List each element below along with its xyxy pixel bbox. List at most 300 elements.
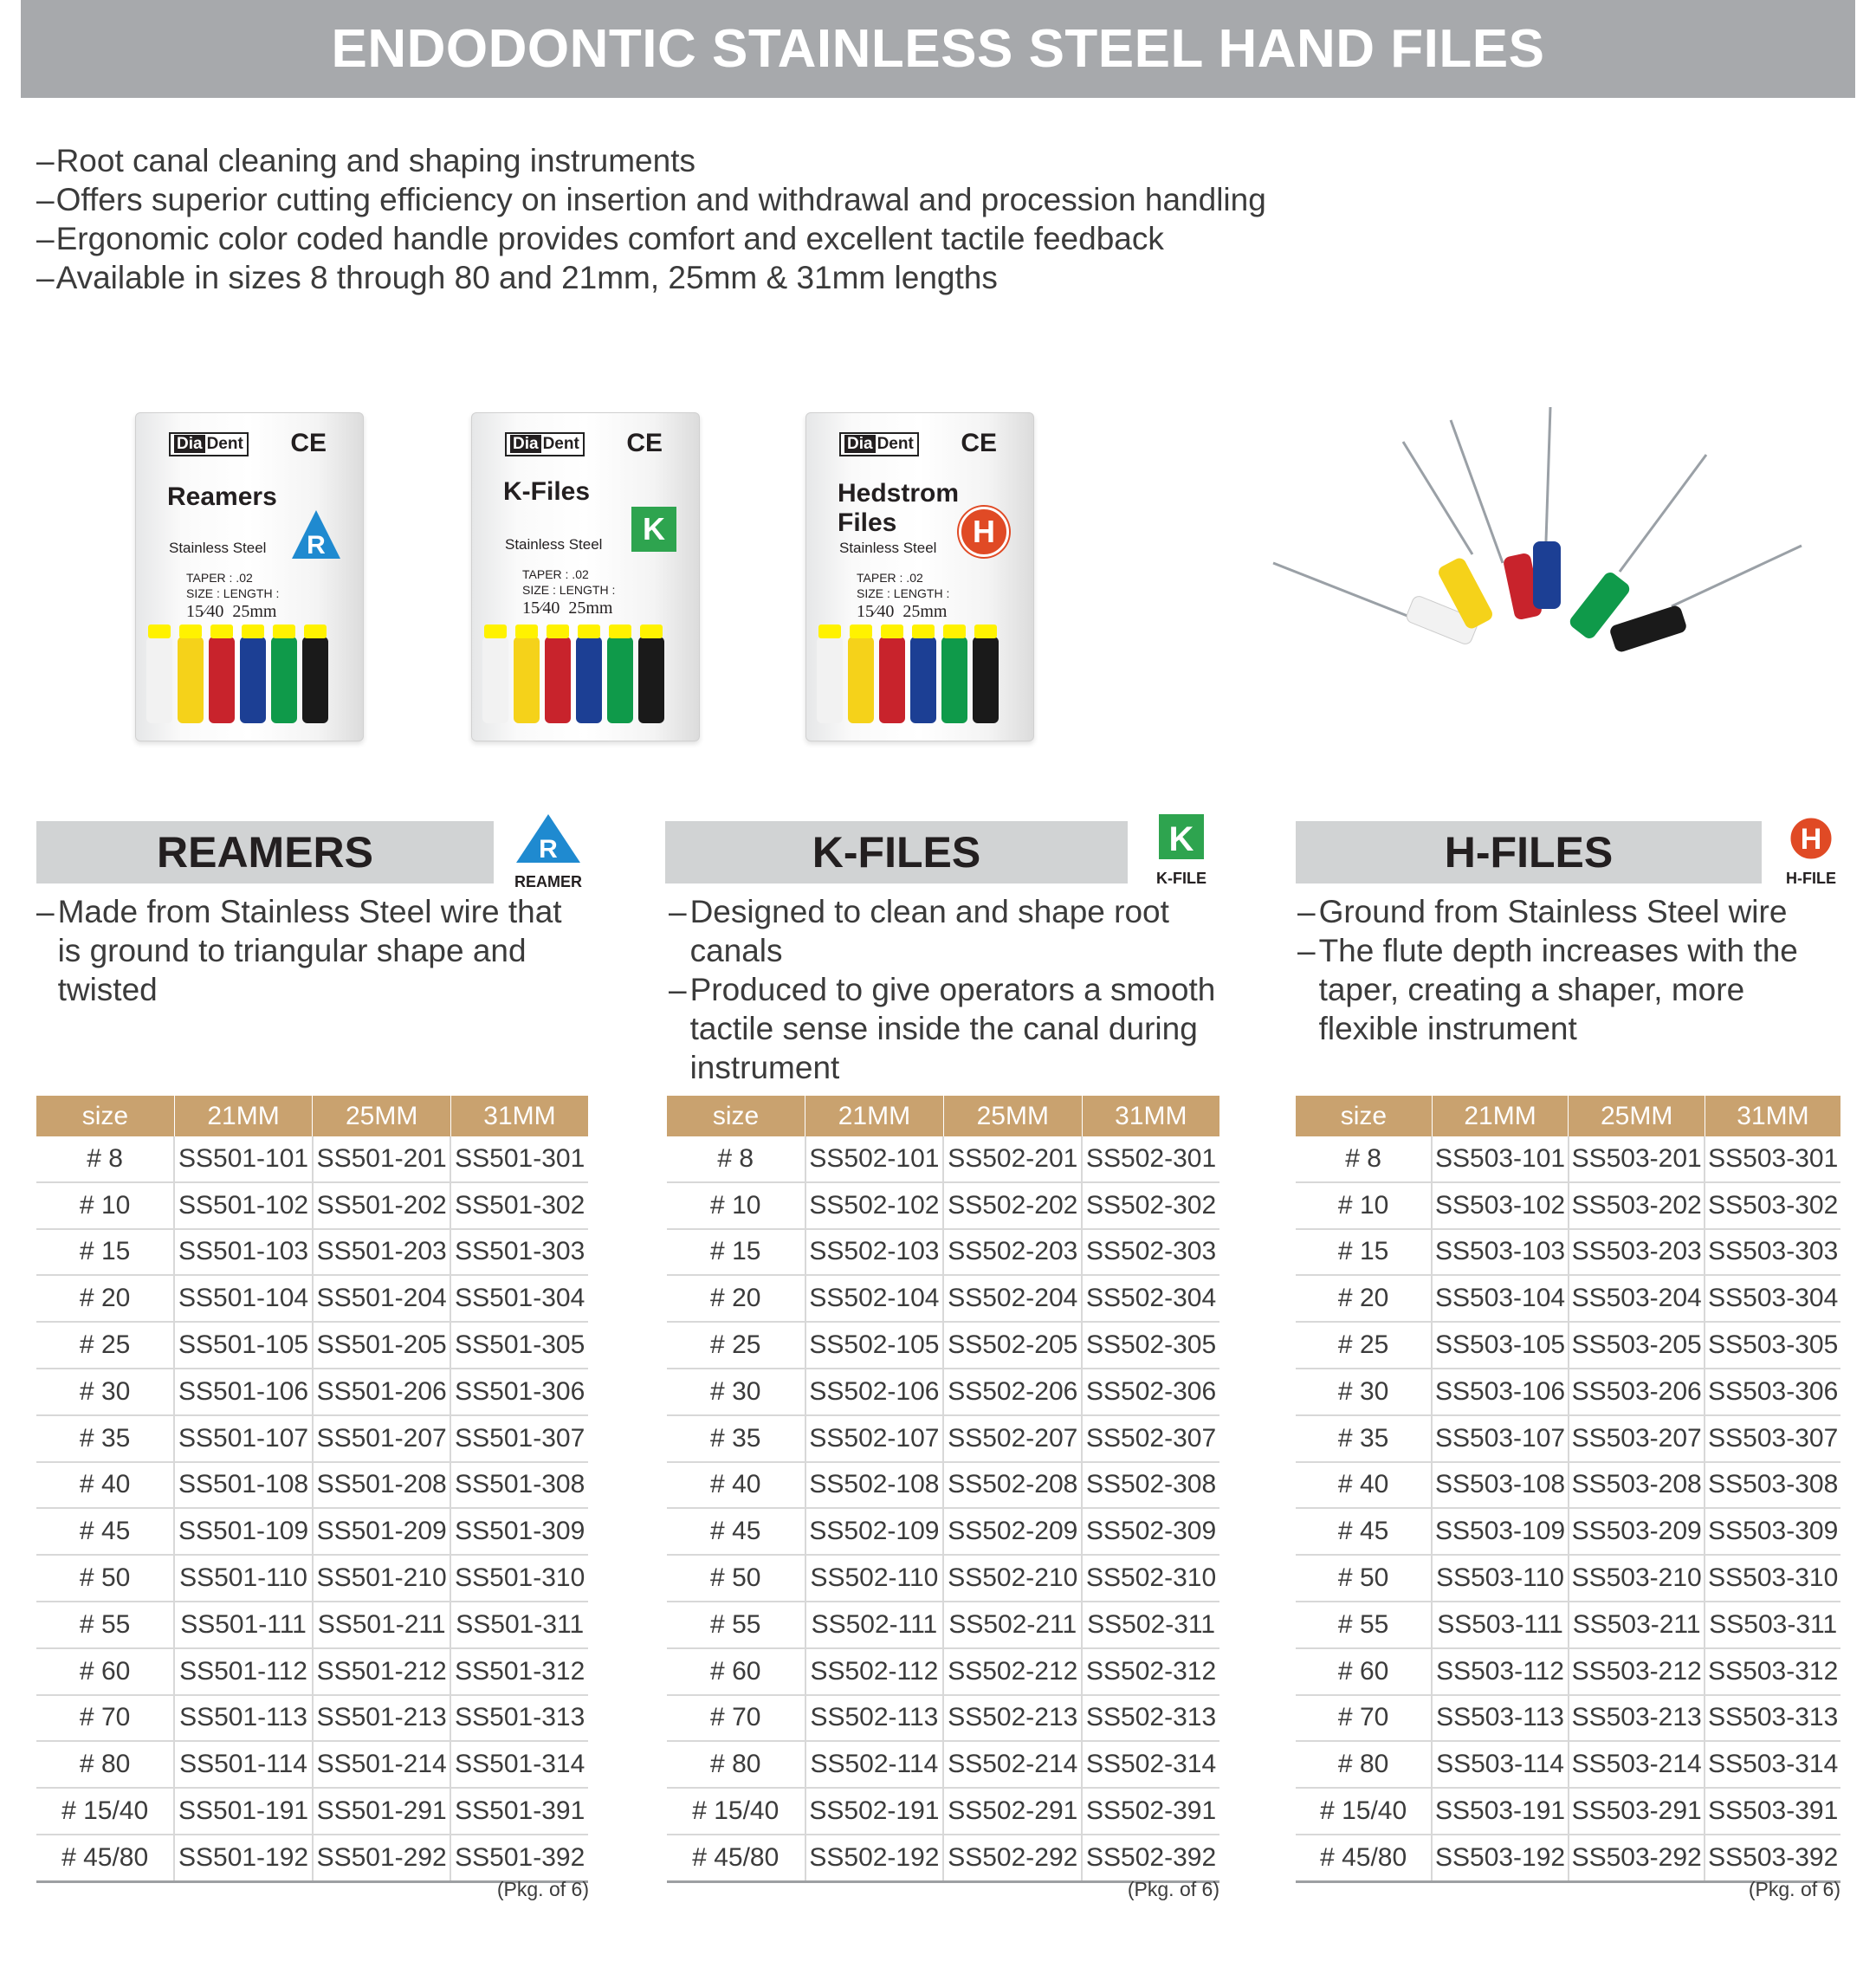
product-code-cell: SS503-211 [1569,1602,1705,1648]
product-code-cell: SS503-301 [1705,1136,1840,1182]
table-row [667,1136,1219,1182]
table-row [667,1415,1219,1462]
instruments-fan-image [1256,398,1810,676]
table-row [1296,1462,1840,1509]
bullet-text: Designed to clean and shape root canals [689,894,1169,968]
product-code-cell: SS501-292 [313,1835,451,1881]
product-code-cell: SS502-313 [1082,1695,1219,1742]
product-code-cell: SS502-391 [1082,1788,1219,1835]
product-code-cell: SS501-191 [174,1788,313,1835]
product-code-cell: SS502-101 [805,1136,944,1182]
table-row [667,1322,1219,1369]
kfile-square-icon [1142,814,1219,892]
white-handle [482,637,508,723]
product-code-cell: SS502-304 [1082,1275,1219,1322]
bullet-text: Produced to give operators a smooth tactile sense inside the canal during instrument [689,972,1216,1085]
product-code-cell: SS502-209 [943,1508,1082,1555]
blue-handle [576,637,602,723]
black-handle [638,637,664,723]
product-code-cell: SS501-312 [450,1648,588,1695]
table-row [36,1741,588,1788]
size-cell: # 45/80 [36,1835,174,1881]
size-cell: # 70 [36,1695,174,1742]
table-row [36,1462,588,1509]
product-code-cell: SS502-203 [943,1229,1082,1276]
product-code-cell: SS502-191 [805,1788,944,1835]
product-code-cell: SS501-211 [313,1602,451,1648]
product-code-cell: SS502-305 [1082,1322,1219,1369]
size-cell: # 40 [667,1462,805,1509]
product-code-cell: SS502-102 [805,1182,944,1229]
table-row [1296,1182,1840,1229]
product-code-cell: SS503-202 [1569,1182,1705,1229]
product-code-cell: SS502-204 [943,1275,1082,1322]
product-code-cell: SS503-312 [1705,1648,1840,1695]
table-row [1296,1695,1840,1742]
product-code-cell: SS501-301 [450,1136,588,1182]
product-code-cell: SS501-207 [313,1415,451,1462]
size-cell: # 30 [1296,1369,1432,1415]
product-code-cell: SS502-202 [943,1182,1082,1229]
table-row [36,1555,588,1602]
red-handle [545,637,571,723]
product-code-cell: SS502-108 [805,1462,944,1509]
size-cell: # 60 [36,1648,174,1695]
column-header: 25MM [313,1096,451,1136]
hfiles-code-table [1296,1096,1840,1883]
product-code-cell: SS503-291 [1569,1788,1705,1835]
table-row [36,1835,588,1881]
product-code-cell: SS502-292 [943,1835,1082,1881]
product-code-cell: SS501-108 [174,1462,313,1509]
product-code-cell: SS503-105 [1432,1322,1569,1369]
product-code-cell: SS503-309 [1705,1508,1840,1555]
product-code-cell: SS503-203 [1569,1229,1705,1276]
svg-text:K-FILE: K-FILE [1156,870,1206,887]
size-length-label: SIZE : LENGTH : [186,586,280,600]
product-code-cell: SS503-292 [1569,1835,1705,1881]
reamers-description: – Made from Stainless Steel wire that is ground to triangular shape and twisted [36,892,591,1009]
product-code-cell: SS503-392 [1705,1835,1840,1881]
size-cell: # 15 [667,1229,805,1276]
table-header-row [36,1096,588,1136]
size-cell: # 20 [1296,1275,1432,1322]
bullet-text: Ground from Stainless Steel wire [1318,894,1788,929]
package-length: 25mm [902,602,948,621]
black-handle [1608,604,1688,653]
diadent-logo: Dia Dent [839,432,919,456]
size-cell: # 20 [36,1275,174,1322]
product-code-cell: SS503-310 [1705,1555,1840,1602]
svg-text:K: K [1168,820,1194,858]
kfiles-section-title: K-FILES [665,821,1128,883]
product-code-cell: SS501-104 [174,1275,313,1322]
hfiles-description: – Ground from Stainless Steel wire – The flute depth increases with the taper, creating a shaper, more flexible instrument [1297,892,1834,1048]
product-code-cell: SS503-204 [1569,1275,1705,1322]
package-material: Stainless Steel [505,536,603,553]
product-code-cell: SS501-306 [450,1369,588,1415]
product-code-cell: SS501-210 [313,1555,451,1602]
product-code-cell: SS503-314 [1705,1741,1840,1788]
product-code-cell: SS503-313 [1705,1695,1840,1742]
green-handle [271,637,297,723]
yellow-handle [514,637,540,723]
package-material: Stainless Steel [839,540,937,556]
hedstrom-package-image [805,412,1034,741]
size-cell: # 45 [1296,1508,1432,1555]
product-code-cell: SS501-392 [450,1835,588,1881]
size-cell: # 30 [667,1369,805,1415]
table-row [36,1369,588,1415]
product-code-cell: SS502-113 [805,1695,944,1742]
product-code-cell: SS501-106 [174,1369,313,1415]
table-row [36,1136,588,1182]
size-cell: # 70 [1296,1695,1432,1742]
size-cell: # 15/40 [1296,1788,1432,1835]
table-row [667,1462,1219,1509]
size-cell: # 10 [667,1182,805,1229]
size-cell: # 55 [667,1602,805,1648]
table-row [667,1182,1219,1229]
ce-mark-icon: CE [290,429,327,457]
product-code-cell: SS502-208 [943,1462,1082,1509]
size-cell: # 8 [36,1136,174,1182]
green-handle [607,637,633,723]
column-header: size [667,1096,805,1136]
product-code-cell: SS502-107 [805,1415,944,1462]
svg-text:R: R [539,835,558,864]
size-cell: # 40 [1296,1462,1432,1509]
product-code-cell: SS502-205 [943,1322,1082,1369]
product-code-cell: SS501-213 [313,1695,451,1742]
table-row [1296,1508,1840,1555]
product-code-cell: SS501-110 [174,1555,313,1602]
size-cell: # 10 [1296,1182,1432,1229]
table-row [1296,1322,1840,1369]
product-code-cell: SS502-109 [805,1508,944,1555]
handle-set [146,637,328,723]
table-row [36,1415,588,1462]
product-code-cell: SS501-307 [450,1415,588,1462]
product-code-cell: SS502-211 [943,1602,1082,1648]
product-code-cell: SS501-209 [313,1508,451,1555]
reamers-package-image [135,412,364,741]
product-code-cell: SS501-303 [450,1229,588,1276]
table-row [667,1275,1219,1322]
product-code-cell: SS503-112 [1432,1648,1569,1695]
product-code-cell: SS502-114 [805,1741,944,1788]
blue-handle [1533,541,1561,609]
ce-mark-icon: CE [626,429,663,457]
table-row [667,1555,1219,1602]
size-cell: # 20 [667,1275,805,1322]
product-code-cell: SS501-204 [313,1275,451,1322]
kfiles-package-image [471,412,700,741]
product-code-cell: SS503-311 [1705,1602,1840,1648]
hfile-circle-icon [1772,814,1850,892]
product-code-cell: SS503-213 [1569,1695,1705,1742]
taper-label: TAPER : .02 [857,571,923,585]
product-code-cell: SS501-291 [313,1788,451,1835]
table-row [36,1648,588,1695]
product-code-cell: SS503-303 [1705,1229,1840,1276]
package-name: Hedstrom Files [838,479,960,537]
product-code-cell: SS502-309 [1082,1508,1219,1555]
product-code-cell: SS501-311 [450,1602,588,1648]
svg-text:H: H [1800,823,1822,856]
blue-handle [910,637,936,723]
green-handle [941,637,967,723]
size-cell: # 8 [667,1136,805,1182]
table-row [36,1275,588,1322]
product-code-cell: SS502-210 [943,1555,1082,1602]
product-code-cell: SS503-302 [1705,1182,1840,1229]
size-length-label: SIZE : LENGTH : [857,586,950,600]
product-code-cell: SS501-205 [313,1322,451,1369]
white-handle [146,637,172,723]
table-row [1296,1835,1840,1881]
size-cell: # 40 [36,1462,174,1509]
product-code-cell: SS502-207 [943,1415,1082,1462]
product-code-cell: SS503-110 [1432,1555,1569,1602]
product-code-cell: SS501-208 [313,1462,451,1509]
size-cell: # 15/40 [667,1788,805,1835]
size-cell: # 45 [36,1508,174,1555]
product-code-cell: SS503-304 [1705,1275,1840,1322]
product-code-cell: SS503-109 [1432,1508,1569,1555]
product-code-cell: SS501-109 [174,1508,313,1555]
column-header: 21MM [1432,1096,1569,1136]
size-cell: # 50 [667,1555,805,1602]
table-row [36,1322,588,1369]
product-code-cell: SS501-214 [313,1741,451,1788]
product-code-cell: SS502-311 [1082,1602,1219,1648]
table-row [1296,1602,1840,1648]
product-code-cell: SS503-107 [1432,1415,1569,1462]
column-header: 21MM [805,1096,944,1136]
product-code-cell: SS502-105 [805,1322,944,1369]
product-code-cell: SS502-110 [805,1555,944,1602]
svg-text:H-FILE: H-FILE [1786,870,1836,887]
product-code-cell: SS501-302 [450,1182,588,1229]
product-code-cell: SS502-111 [805,1602,944,1648]
taper-label: TAPER : .02 [522,567,589,581]
product-code-cell: SS502-392 [1082,1835,1219,1881]
product-code-cell: SS501-107 [174,1415,313,1462]
product-code-cell: SS503-306 [1705,1369,1840,1415]
table-row [36,1508,588,1555]
product-code-cell: SS501-304 [450,1275,588,1322]
kfiles-description: – Designed to clean and shape root canals – Produced to give operators a smooth tactile sense inside the canal during instrument [669,892,1223,1087]
product-code-cell: SS502-310 [1082,1555,1219,1602]
product-code-cell: SS501-111 [174,1602,313,1648]
product-code-cell: SS503-209 [1569,1508,1705,1555]
table-row [1296,1275,1840,1322]
product-code-cell: SS503-212 [1569,1648,1705,1695]
svg-text:R: R [307,531,326,560]
product-code-cell: SS503-206 [1569,1369,1705,1415]
product-code-cell: SS503-192 [1432,1835,1569,1881]
table-row [1296,1229,1840,1276]
table-row [1296,1369,1840,1415]
taper-label: TAPER : .02 [186,571,253,585]
table-row [1296,1136,1840,1182]
product-code-cell: SS503-103 [1432,1229,1569,1276]
blue-handle [240,637,266,723]
product-code-cell: SS503-106 [1432,1369,1569,1415]
diadent-logo: Dia Dent [505,432,585,456]
table-row [36,1788,588,1835]
product-code-cell: SS501-310 [450,1555,588,1602]
product-code-cell: SS501-201 [313,1136,451,1182]
product-code-cell: SS501-305 [450,1322,588,1369]
table-header-row [1296,1096,1840,1136]
product-code-cell: SS502-314 [1082,1741,1219,1788]
product-code-cell: SS503-210 [1569,1555,1705,1602]
product-code-cell: SS502-213 [943,1695,1082,1742]
package-name: K-Files [503,477,591,506]
handle-set [482,637,664,723]
size-cell: # 35 [667,1415,805,1462]
page-title: ENDODONTIC STAINLESS STEEL HAND FILES [21,0,1855,98]
product-code-cell: SS502-307 [1082,1415,1219,1462]
product-code-cell: SS503-101 [1432,1136,1569,1182]
product-code-cell: SS501-112 [174,1648,313,1695]
product-code-cell: SS501-313 [450,1695,588,1742]
product-code-cell: SS501-102 [174,1182,313,1229]
red-handle [879,637,905,723]
package-quantity-note: (Pkg. of 6) [1748,1878,1840,1900]
white-handle [817,637,843,723]
feature-list [36,141,1266,297]
product-code-cell: SS501-105 [174,1322,313,1369]
product-code-cell: SS502-103 [805,1229,944,1276]
table-row [667,1835,1219,1881]
size-cell: # 45/80 [1296,1835,1432,1881]
handle-set [817,637,999,723]
size-cell: # 15 [36,1229,174,1276]
table-row [667,1788,1219,1835]
size-cell: # 8 [1296,1136,1432,1182]
size-cell: # 55 [1296,1602,1432,1648]
svg-text:REAMER: REAMER [514,873,583,890]
size-cell: # 25 [667,1322,805,1369]
size-cell: # 60 [667,1648,805,1695]
product-code-cell: SS502-214 [943,1741,1082,1788]
table-row [1296,1788,1840,1835]
product-code-cell: SS503-391 [1705,1788,1840,1835]
table-row [667,1648,1219,1695]
reamer-triangle-icon [509,814,587,892]
reamer-triangle-icon [290,508,342,560]
product-code-cell: SS503-108 [1432,1462,1569,1509]
table-row [667,1229,1219,1276]
size-cell: # 45/80 [667,1835,805,1881]
package-size: 15⁄40 [857,602,895,621]
product-code-cell: SS503-114 [1432,1741,1569,1788]
table-row [1296,1555,1840,1602]
table-row [1296,1415,1840,1462]
table-row [36,1229,588,1276]
table-row [667,1602,1219,1648]
table-row [1296,1741,1840,1788]
column-header: size [36,1096,174,1136]
package-size: 15⁄40 [522,599,560,618]
product-code-cell: SS501-101 [174,1136,313,1182]
black-handle [973,637,999,723]
package-quantity-note: (Pkg. of 6) [1127,1878,1219,1900]
product-code-cell: SS502-312 [1082,1648,1219,1695]
product-code-cell: SS502-308 [1082,1462,1219,1509]
red-handle [209,637,235,723]
product-code-cell: SS501-103 [174,1229,313,1276]
product-code-cell: SS501-314 [450,1741,588,1788]
package-name: Reamers [167,482,277,511]
k-square-icon: K [631,507,676,552]
feature-item: – Offers superior cutting efficiency on insertion and withdrawal and procession handling [36,180,1266,219]
column-header: size [1296,1096,1432,1136]
diadent-logo: Dia Dent [169,432,249,456]
product-code-cell: SS502-291 [943,1788,1082,1835]
size-cell: # 55 [36,1602,174,1648]
product-code-cell: SS503-191 [1432,1788,1569,1835]
product-code-cell: SS503-113 [1432,1695,1569,1742]
package-quantity-note: (Pkg. of 6) [496,1878,589,1900]
product-code-cell: SS501-206 [313,1369,451,1415]
product-code-cell: SS503-208 [1569,1462,1705,1509]
product-code-cell: SS502-112 [805,1648,944,1695]
feature-item: – Ergonomic color coded handle provides comfort and excellent tactile feedback [36,219,1266,258]
table-header-row [667,1096,1219,1136]
product-code-cell: SS503-201 [1569,1136,1705,1182]
table-row [36,1602,588,1648]
package-length: 25mm [232,602,277,621]
yellow-handle [848,637,874,723]
package-length: 25mm [568,599,613,618]
product-code-cell: SS502-303 [1082,1229,1219,1276]
size-cell: # 80 [667,1741,805,1788]
product-code-cell: SS503-207 [1569,1415,1705,1462]
size-cell: # 15/40 [36,1788,174,1835]
bullet-text: Made from Stainless Steel wire that is ground to triangular shape and twisted [57,894,562,1007]
product-code-cell: SS501-113 [174,1695,313,1742]
product-code-cell: SS503-305 [1705,1322,1840,1369]
product-code-cell: SS501-308 [450,1462,588,1509]
product-code-cell: SS503-111 [1432,1602,1569,1648]
product-code-cell: SS503-205 [1569,1322,1705,1369]
product-code-cell: SS503-308 [1705,1462,1840,1509]
size-length-label: SIZE : LENGTH : [522,583,616,597]
kfiles-code-table [667,1096,1219,1883]
table-row [667,1741,1219,1788]
size-cell: # 35 [1296,1415,1432,1462]
product-code-cell: SS502-106 [805,1369,944,1415]
product-code-cell: SS503-307 [1705,1415,1840,1462]
product-code-cell: SS501-192 [174,1835,313,1881]
size-cell: # 35 [36,1415,174,1462]
column-header: 31MM [1705,1096,1840,1136]
hfiles-section-title: H-FILES [1296,821,1762,883]
product-code-cell: SS502-212 [943,1648,1082,1695]
product-code-cell: SS501-391 [450,1788,588,1835]
table-row [36,1182,588,1229]
size-cell: # 25 [1296,1322,1432,1369]
product-code-cell: SS501-114 [174,1741,313,1788]
product-code-cell: SS502-201 [943,1136,1082,1182]
feature-item: – Available in sizes 8 through 80 and 21mm, 25mm & 31mm lengths [36,258,1266,297]
product-code-cell: SS501-309 [450,1508,588,1555]
size-cell: # 50 [36,1555,174,1602]
